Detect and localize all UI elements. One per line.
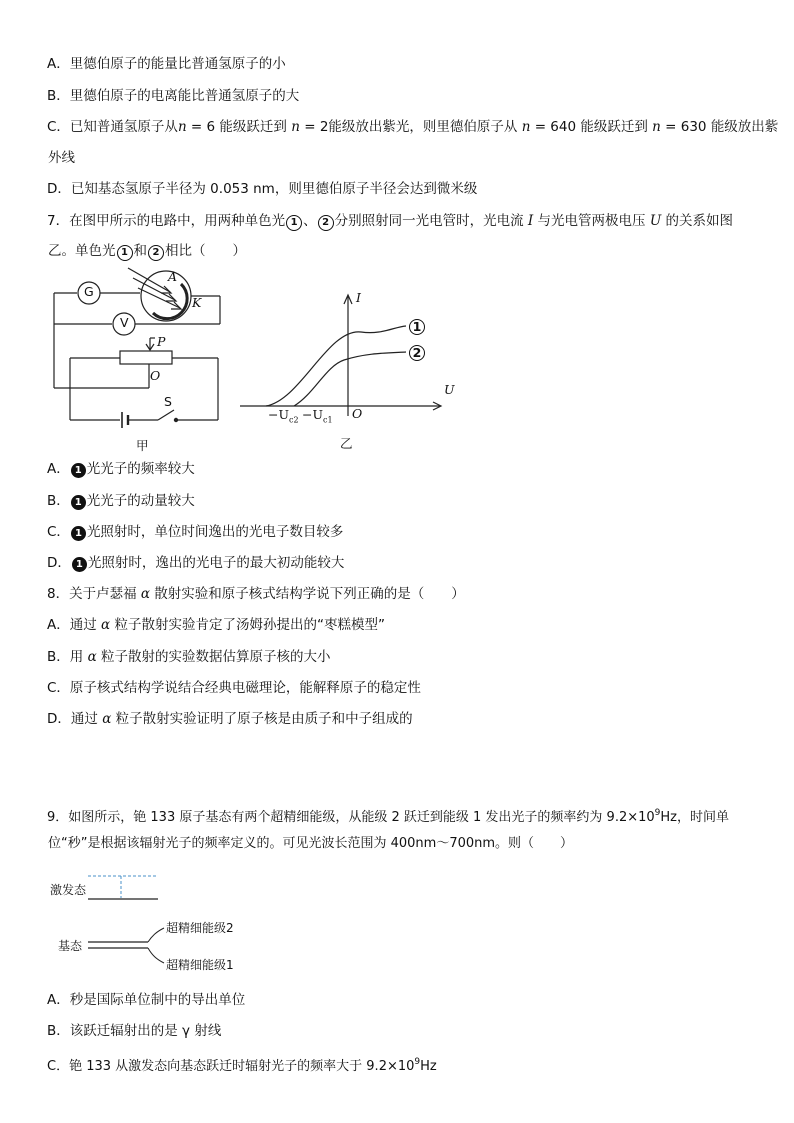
label-anode: A <box>168 269 178 284</box>
axis-label-i: I <box>356 290 361 305</box>
q9-option-a: A．秒是国际单位制中的导出单位 <box>47 992 246 1008</box>
q9-stem: 9．如图所示，铯 133 原子基态有两个超精细能级，从能级 2 跃迁到能级 1 发出光子的频率约为 $9.2\times 10^9Hz$，时间单 <box>47 808 730 825</box>
curve-2-label: 2 <box>409 345 425 361</box>
label-uc2: $-U_{c2}$ <box>268 407 299 425</box>
q7-stem: 7．在图甲所示的电路中，用两种单色光 1 、 2 分别照射同一光电管时，光电流 I 与光电管两极电压 U 的关系如图 <box>47 213 734 229</box>
q8-option-d: D．通过 α 粒子散射实验证明了原子核是由质子和中子组成的 <box>47 711 413 727</box>
label-g: G <box>84 284 94 299</box>
rheostat-icon <box>120 351 172 364</box>
q6-option-a: A．里德伯原子的能量比普通氢原子的小 <box>47 56 286 72</box>
q8-option-c: C．原子核式结构学说结合经典电磁理论，能解释原子的稳定性 <box>47 680 421 696</box>
label-ground: 基态 <box>58 939 83 953</box>
label-excited: 激发态 <box>50 883 87 897</box>
q7-option-c: C． 1 光照射时，单位时间逸出的光电子数目较多 <box>47 524 344 540</box>
q7-option-d: D． 1 光照射时，逸出的光电子的最大初动能较大 <box>47 555 345 571</box>
iu-graph <box>236 282 466 457</box>
curve-1 <box>266 326 406 406</box>
q9-option-c: C．铯 133 从激发态向基态跃迁时辐射光子的频率大于 $9.2\times 10^9Hz$ <box>47 1057 437 1074</box>
q9-option-b: B．该跃迁辐射出的是 γ 射线 <box>47 1023 222 1039</box>
q6-option-b: B．里德伯原子的电离能比普通氢原子的大 <box>47 88 300 104</box>
figure-caption-jia: 甲 <box>136 438 149 453</box>
curve-2 <box>294 352 406 406</box>
q8-option-a: A．通过 α 粒子散射实验肯定了汤姆孙提出的“枣糕模型” <box>47 617 385 633</box>
label-s: S <box>164 394 172 409</box>
label-cathode: K <box>192 295 202 310</box>
curve-1-label: 1 <box>409 319 425 335</box>
energy-level-figure <box>44 868 274 978</box>
q7-option-a: A． 1 光光子的频率较大 <box>47 461 195 477</box>
q6-option-d: D．已知基态氢原子半径为 0.053 nm，则里德伯原子半径会达到微米级 <box>47 181 478 197</box>
circuit-diagram <box>40 262 240 457</box>
q6-option-c-cont: 外线 <box>48 150 75 166</box>
label-level-2: 超精细能级2 <box>166 921 234 935</box>
q7-stem-cont: 乙。单色光 1 和 2 相比（ ） <box>48 243 246 259</box>
q9-stem-cont: 位“秒”是根据该辐射光子的频率定义的。可见光波长范围为 400nm～700nm。则（ ） <box>48 836 574 851</box>
figure-caption-yi: 乙 <box>340 436 353 451</box>
q8-stem: 8．关于卢瑟福 α 散射实验和原子核式结构学说下列正确的是（ ） <box>47 586 465 602</box>
origin-label: O <box>352 406 363 421</box>
q7-option-b: B． 1 光光子的动量较大 <box>47 493 195 509</box>
circuit-figure <box>40 262 240 457</box>
phototube-icon <box>141 271 191 321</box>
label-uc1: $-U_{c1}$ <box>302 407 333 425</box>
label-v: V <box>120 315 129 330</box>
axis-label-u: U <box>444 382 455 397</box>
label-p: P <box>157 334 166 349</box>
iu-graph-figure <box>236 282 466 457</box>
q8-option-b: B．用 α 粒子散射的实验数据估算原子核的大小 <box>47 649 331 665</box>
label-o: O <box>150 368 161 383</box>
label-level-1: 超精细能级1 <box>166 958 234 972</box>
q6-option-c: C．已知普通氢原子从n = 6 能级跃迁到 n = 2能级放出紫光，则里德伯原子从 n = 640 能级跃迁到 n = 630 能级放出紫 <box>47 119 779 135</box>
